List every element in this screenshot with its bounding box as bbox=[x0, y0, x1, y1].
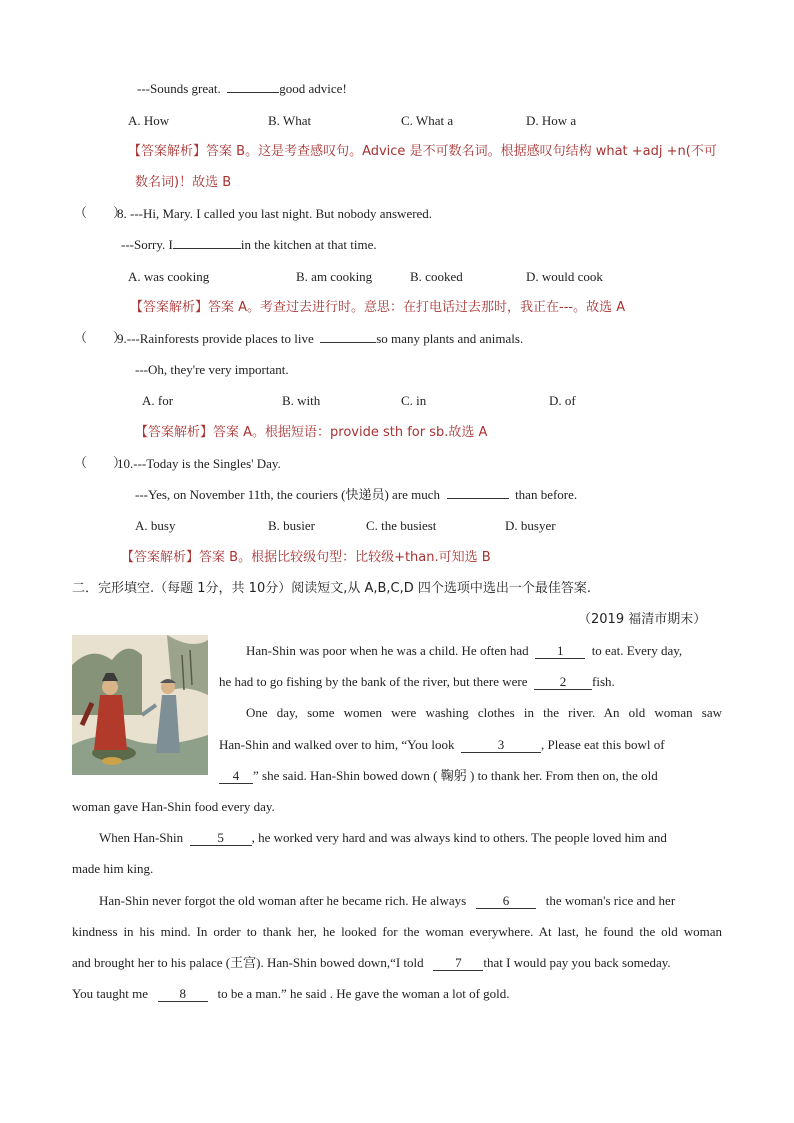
analysis-tag: 【答案解析】 bbox=[135, 425, 214, 440]
q7-prompt: ---Sounds great. good advice! bbox=[137, 81, 347, 96]
q10-option-c: C. the busiest bbox=[366, 518, 437, 533]
analysis-tag: 【答案解析】 bbox=[128, 144, 207, 159]
q8-analysis: 【答案解析】答案 A。考查过去进行时。意思：在打电话过去那时，我正在---。故选 A bbox=[130, 300, 626, 315]
q7-analysis-cont: 数名词)！故选 B bbox=[135, 175, 232, 190]
q9-option-c: C. in bbox=[401, 393, 427, 408]
analysis-tag: 【答案解析】 bbox=[130, 300, 209, 315]
q7-option-b: B. What bbox=[268, 113, 312, 128]
q10-prompt: 10.---Today is the Singles' Day. bbox=[117, 456, 281, 471]
passage-line: woman gave Han-Shin food every day. bbox=[72, 799, 275, 814]
q7-analysis: 【答案解析】答案 B。这是考查感叹句。Advice 是不可数名词。根据感叹句结构 what +adj +n(不可 bbox=[128, 144, 717, 159]
q8-option-c: B. cooked bbox=[410, 269, 463, 284]
passage-line: You taught me 8 to be a man.” he said . He gave the woman a lot of gold. bbox=[72, 986, 510, 1001]
passage-line: kindness in his mind. In order to thank her, he looked for the woman everywhere. At last, he found the old woman bbox=[72, 924, 722, 939]
q9-option-a: A. for bbox=[142, 393, 174, 408]
passage-blank-4: 4 bbox=[219, 769, 253, 784]
q10-option-b: B. busier bbox=[268, 518, 315, 533]
q9-blank bbox=[320, 342, 376, 343]
q9-paren: （ ） bbox=[74, 331, 127, 346]
q8-option-d: D. would cook bbox=[526, 269, 603, 284]
passage-blank-3: 3 bbox=[461, 738, 541, 753]
q10-blank bbox=[447, 498, 509, 499]
q8-option-b: B. am cooking bbox=[296, 269, 373, 284]
passage-blank-6: 6 bbox=[476, 894, 536, 909]
passage-line: made him king. bbox=[72, 861, 154, 876]
passage-blank-5: 5 bbox=[190, 831, 252, 846]
passage-blank-8: 8 bbox=[158, 987, 208, 1002]
q9-analysis: 【答案解析】答案 A。根据短语：provide sth for sb.故选 A bbox=[135, 425, 488, 440]
q10-prompt-reply: ---Yes, on November 11th, the couriers (快递员) are much than before. bbox=[135, 487, 578, 502]
section-heading: 二．完形填空.（每题 1分，共 10分）阅读短文,从 A,B,C,D 四个选项中选出一个最佳答案. bbox=[72, 581, 592, 596]
q9-prompt: 9.---Rainforests provide places to live so many plants and animals. bbox=[117, 331, 524, 346]
passage-blank-1: 1 bbox=[535, 644, 585, 659]
passage-line: Han-Shin never forgot the old woman after he became rich. He always 6 the woman's rice and her bbox=[99, 893, 676, 908]
passage-blank-7: 7 bbox=[433, 956, 483, 971]
passage-source: （2019 福清市期末） bbox=[578, 612, 707, 627]
q7-option-c: C. What a bbox=[401, 113, 454, 128]
q9-option-b: B. with bbox=[282, 393, 321, 408]
q8-prompt-reply: ---Sorry. I in the kitchen at that time. bbox=[121, 237, 377, 252]
passage-line: and brought her to his palace (王宫). Han-Shin bowed down,“I told 7 that I would pay you back someday. bbox=[72, 955, 671, 970]
q10-paren: （ ） bbox=[74, 456, 127, 471]
q9-prompt-reply: ---Oh, they're very important. bbox=[135, 362, 289, 377]
passage-line: 4 ” she said. Han-Shin bowed down ( 鞠躬 ) to thank her. From then on, the old bbox=[219, 768, 658, 784]
passage-line: he had to go fishing by the bank of the river, but there were 2 fish. bbox=[219, 674, 615, 689]
q8-option-a: A. was cooking bbox=[128, 269, 210, 284]
q9-option-d: D. of bbox=[549, 393, 576, 408]
q10-option-a: A. busy bbox=[135, 518, 176, 533]
q10-analysis: 【答案解析】答案 B。根据比较级句型：比较级+than.可知选 B bbox=[121, 550, 491, 565]
story-illustration bbox=[72, 635, 208, 775]
analysis-tag: 【答案解析】 bbox=[121, 550, 200, 565]
q8-paren: （ ） bbox=[74, 206, 127, 221]
q7-blank bbox=[227, 92, 279, 93]
q7-option-a: A. How bbox=[128, 113, 170, 128]
painting-icon bbox=[72, 635, 208, 775]
q7-option-d: D. How a bbox=[526, 113, 577, 128]
q10-option-d: D. busyer bbox=[505, 518, 556, 533]
passage-line: When Han-Shin 5 , he worked very hard and was always kind to others. The people loved him and bbox=[99, 830, 667, 845]
passage-line: Han-Shin and walked over to him, “You look 3 , Please eat this bowl of bbox=[219, 737, 665, 752]
q8-blank bbox=[173, 248, 241, 249]
q8-prompt: 8. ---Hi, Mary. I called you last night. But nobody answered. bbox=[117, 206, 433, 221]
passage-line: Han-Shin was poor when he was a child. He often had 1 to eat. Every day, bbox=[246, 643, 683, 658]
passage-line: One day, some women were washing clothes in the river. An old woman saw bbox=[246, 705, 722, 720]
passage-blank-2: 2 bbox=[534, 675, 592, 690]
